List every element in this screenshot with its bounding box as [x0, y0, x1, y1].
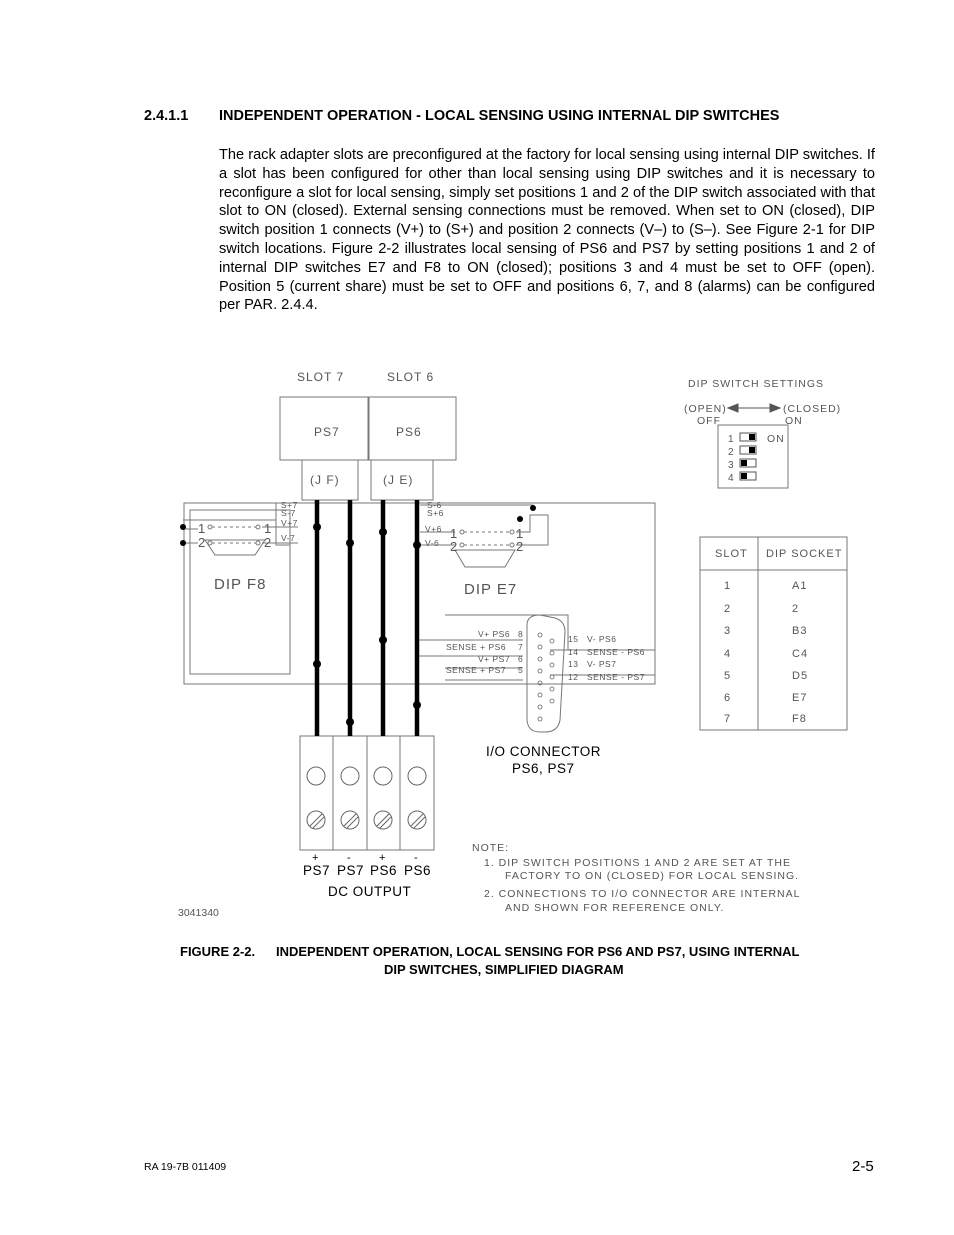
- dip-pos-4: 4: [728, 473, 735, 484]
- sign-4: -: [414, 852, 419, 864]
- jf-label: (J F): [310, 473, 340, 487]
- sign-3: +: [379, 852, 386, 864]
- f-sm-label: S-7: [281, 508, 296, 518]
- e7-pos1-left: 1: [450, 526, 459, 541]
- off-label: OFF: [697, 415, 721, 427]
- terminal-label-2: PS7: [337, 863, 365, 878]
- f8-pos2-left: 2: [198, 535, 207, 550]
- conn-right-1-pin: 15: [568, 634, 579, 644]
- table-socket-3: B3: [792, 625, 808, 637]
- dip-f8-label: DIP F8: [214, 576, 267, 593]
- table-socket-2: 2: [792, 603, 800, 615]
- table-slot-6: 6: [724, 692, 732, 704]
- slot7-label: SLOT 7: [297, 370, 345, 384]
- caption-line-2: DIP SWITCHES, SIMPLIFIED DIAGRAM: [384, 962, 624, 977]
- ps6-box-label: PS6: [396, 425, 422, 439]
- conn-left-4-pin: 5: [518, 665, 524, 675]
- sign-2: -: [347, 852, 352, 864]
- sign-1: +: [312, 852, 319, 864]
- e-vp-label: V+6: [425, 524, 442, 534]
- table-socket-6: E7: [792, 692, 808, 704]
- dip-settings-title: DIP SWITCH SETTINGS: [688, 378, 825, 390]
- table-socket-4: C4: [792, 648, 809, 660]
- section-number: 2.4.1.1: [144, 108, 189, 124]
- section-title: INDEPENDENT OPERATION - LOCAL SENSING USING INTERNAL DIP SWITCHES: [219, 108, 780, 124]
- dip-pos-1: 1: [728, 434, 735, 445]
- table-slot-7: 7: [724, 713, 732, 725]
- dip-on-marker: ON: [767, 433, 785, 445]
- io-connector-title: I/O CONNECTOR: [486, 744, 602, 759]
- table-slot-1: 1: [724, 580, 732, 592]
- io-connector-shape: [527, 615, 565, 732]
- conn-left-2-pin: 7: [518, 642, 524, 652]
- f8-pos2-right: 2: [264, 535, 273, 550]
- conn-left-2: SENSE + PS6: [446, 642, 507, 652]
- conn-right-2: SENSE - PS6: [587, 647, 645, 657]
- dip-pos-2: 2: [728, 447, 735, 458]
- body-paragraph: The rack adapter slots are preconfigured at the factory for local sensing using internal DIP switches. If a slot has been configured for other than local sensing using DIP switches and it is necessary to reconfigure a slot for local sensing, simply set positions 1 and 2 of the DIP switch associated with that slot to ON (closed). External sensing connections must be removed. When set to ON (closed), DIP switch position 1 connects (V+) to (S+) and position 2 connects (V–) to (S–). See Figure 2-1 for DIP switch locations. Figure 2-2 illustrates local sensing of PS6 and PS7 by setting positions 1 and 2 of internal DIP switches E7 and F8 to ON (closed); positions 3 and 4 must be set to OFF (open). Position 5 (current share) must be set to OFF and positions 6, 7, and 8 (alarms) can be configured per PAR. 2.4.4.: [219, 147, 875, 314]
- footer-page-number: 2-5: [852, 1158, 874, 1175]
- e7-pos1-right: 1: [516, 526, 525, 541]
- caption-line-1: INDEPENDENT OPERATION, LOCAL SENSING FOR PS6 AND PS7, USING INTERNAL: [276, 944, 800, 959]
- closed-label: (CLOSED): [783, 403, 842, 415]
- terminal-label-1: PS7: [303, 863, 331, 878]
- slot-table: [700, 537, 847, 730]
- e7-pos2-right: 2: [516, 539, 525, 554]
- note-1: 1. DIP SWITCH POSITIONS 1 AND 2 ARE SET AT THE: [484, 857, 792, 869]
- open-label: (OPEN): [684, 403, 727, 415]
- slot6-label: SLOT 6: [387, 370, 435, 384]
- f-sp-label: S+7: [281, 500, 298, 510]
- ps7-box-label: PS7: [314, 425, 340, 439]
- note-2: 2. CONNECTIONS TO I/O CONNECTOR ARE INTERNAL: [484, 888, 801, 900]
- f-vm-label: V-7: [281, 533, 296, 543]
- e-sp-label: S+6: [427, 508, 444, 518]
- table-slot-4: 4: [724, 648, 732, 660]
- conn-right-2-pin: 14: [568, 647, 579, 657]
- table-socket-1: A1: [792, 580, 808, 592]
- table-slot-5: 5: [724, 670, 732, 682]
- conn-right-1: V- PS6: [587, 634, 617, 644]
- conn-left-1: V+ PS6: [478, 629, 511, 639]
- conn-left-1-pin: 8: [518, 629, 524, 639]
- drawing-number: 3041340: [178, 907, 219, 919]
- dip-pos-3: 3: [728, 460, 735, 471]
- conn-right-3: V- PS7: [587, 659, 617, 669]
- table-socket-5: D5: [792, 670, 809, 682]
- io-connector-sub: PS6, PS7: [512, 761, 575, 776]
- conn-right-4: SENSE - PS7: [587, 672, 645, 682]
- f-vp-label: V+7: [281, 518, 298, 528]
- note-title: NOTE:: [472, 842, 510, 854]
- conn-left-3-pin: 6: [518, 654, 524, 664]
- table-socket-7: F8: [792, 713, 807, 725]
- e-vm-label: V-6: [425, 538, 440, 548]
- table-header-socket: DIP SOCKET: [766, 548, 843, 560]
- je-label: (J E): [383, 473, 414, 487]
- conn-left-4: SENSE + PS7: [446, 665, 507, 675]
- dc-output-label: DC OUTPUT: [328, 884, 412, 899]
- table-header-slot: SLOT: [715, 548, 748, 560]
- table-slot-3: 3: [724, 625, 732, 637]
- f8-pos1-right: 1: [264, 521, 273, 536]
- f8-pos1-left: 1: [198, 521, 207, 536]
- on-label: ON: [785, 415, 803, 427]
- table-slot-2: 2: [724, 603, 732, 615]
- e7-pos2-left: 2: [450, 539, 459, 554]
- conn-right-4-pin: 12: [568, 672, 579, 682]
- note-2-cont: AND SHOWN FOR REFERENCE ONLY.: [505, 902, 725, 914]
- conn-right-3-pin: 13: [568, 659, 579, 669]
- footer-doc-id: RA 19-7B 011409: [144, 1161, 227, 1173]
- note-1-cont: FACTORY TO ON (CLOSED) FOR LOCAL SENSING.: [505, 870, 800, 882]
- e-sm-label: S-6: [427, 500, 442, 510]
- terminal-label-3: PS6: [370, 863, 398, 878]
- conn-left-3: V+ PS7: [478, 654, 511, 664]
- dip-e7-label: DIP E7: [464, 581, 518, 598]
- terminal-label-4: PS6: [404, 863, 432, 878]
- figure-label: FIGURE 2-2.: [180, 944, 256, 959]
